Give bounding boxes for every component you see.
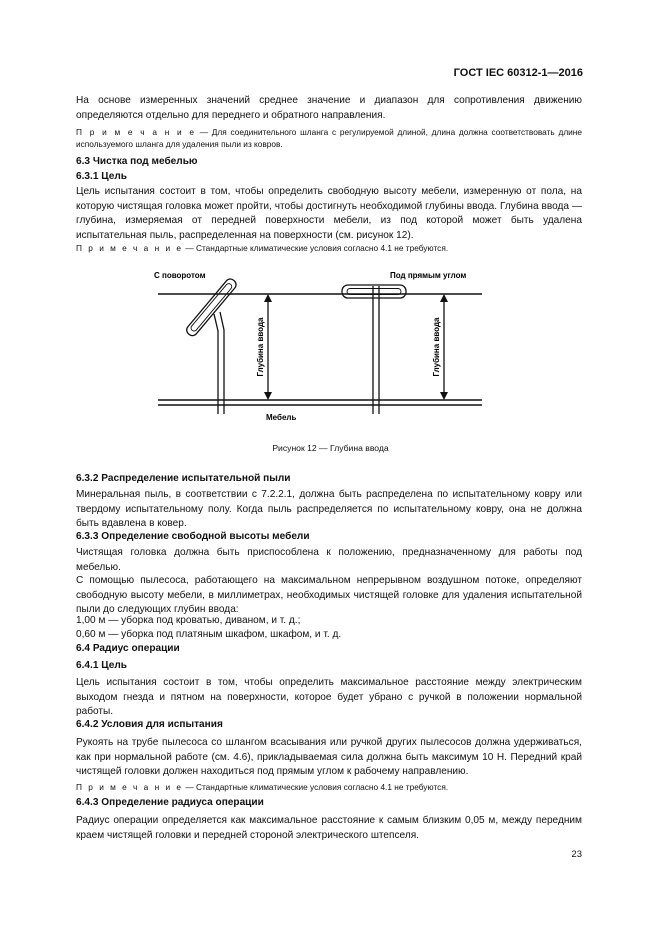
section-6-4-2-heading: 6.4.2 Условия для испытания — [76, 719, 223, 730]
note-climate-2 — [76, 781, 582, 793]
label-swivel: С поворотом — [154, 271, 206, 280]
depth-arrow-right — [440, 294, 448, 400]
note-climate-1 — [76, 242, 582, 254]
figure-insertion-depth — [150, 264, 490, 432]
paragraph-operation-radius-purpose: Цель испытания состоит в том, чтобы определить максимальное расстояние между электрическим выходом гнезда и пятном на поверхности, которое будет убрано с ручкой в положении нормальной работы. — [76, 677, 582, 717]
right-angle-nozzle-icon — [342, 285, 406, 414]
section-6-4-3-heading: 6.4.3 Определение радиуса операции — [76, 797, 264, 808]
page-number: 23 — [571, 849, 582, 860]
swivel-nozzle-icon — [185, 277, 238, 414]
paragraph-dust-distribution: Минеральная пыль, в соответствии с 7.2.2.1, должна быть распределена по испытательному ковру или твердому испытательному полу. Когда пыль распределяется по испытательному ковру, она не должна быть вдавлена в ковер. — [76, 489, 582, 529]
section-6-3-3-heading: 6.3.3 Определение свободной высоты мебели — [76, 531, 310, 542]
section-6-3-1-heading: 6.3.1 Цель — [76, 171, 127, 182]
section-6-3-2-heading: 6.3.2 Распределение испытательной пыли — [76, 473, 291, 484]
paragraph-determine-height: С помощью пылесоса, работающего на максимальном непрерывном воздушном потоке, определяют свободную высоту мебели, в миллиметрах, необходимых чистящей головке для удаления испытательной пыли до следующих глубин ввода: — [76, 575, 582, 615]
list-item-2: 0,60 м — уборка под платяным шкафом, шкафом, и т. д. — [76, 629, 342, 640]
list-item-1: 1,00 м — уборка под кроватью, диваном, и т. д.; — [76, 615, 301, 626]
figure-caption: Рисунок 12 — Глубина ввода — [272, 443, 389, 453]
note-label: П р и м е ч а н и е — [76, 127, 197, 137]
depth-label-right: Глубина ввода — [432, 317, 441, 377]
paragraph-radius-definition: Радиус операции определяется как максимальное расстояние к самым близким 0,05 м, между передним краем чистящей головки и передней стороной электрического штепселя. — [76, 815, 582, 841]
paragraph-test-conditions: Рукоять на трубе пылесоса со шлангом всасывания или ручкой других пылесосов должна удерживаться, как при нормальной работе (см. 4.6), прикладываемая сила должна быть максимум 10 Н. Передний край чистящей головки должен находиться под прямым углом к рабочему направлению. — [76, 737, 582, 777]
depth-label-left: Глубина ввода — [256, 317, 265, 377]
note-hose — [76, 126, 582, 150]
paragraph-purpose-furniture: Цель испытания состоит в том, чтобы определить свободную высоту мебели, измеренную от пола, на которую чистящая головка может пройти, чтобы достигнуть необходимой глубины ввода. Глубина ввода — глубина, измеряемая от передней поверхности мебели, из под которой может быть удалена испытательная пыль, распределенная на поверхности (см. рисунок 12). — [76, 186, 582, 241]
note-label: П р и м е ч а н и е — [76, 782, 184, 792]
document-header: ГОСТ IEC 60312-1—2016 — [453, 67, 583, 79]
section-6-4-heading: 6.4 Радиус операции — [76, 643, 180, 654]
paragraph-results — [76, 94, 582, 123]
paragraph-nozzle-adjust: Чистящая головка должна быть приспособлена к положению, предназначенному для работы под мебелью. — [76, 547, 582, 573]
note-text: — Стандартные климатические условия согласно 4.1 не требуются. — [183, 782, 449, 792]
note-text: — Для соединительного шланга с регулируемой длиной, длина должна соответствовать длине используемого шланга для удаления пыли из ковров. — [76, 127, 582, 149]
section-6-4-1-heading: 6.4.1 Цель — [76, 660, 127, 671]
label-furniture: Мебель — [266, 413, 297, 422]
depth-arrow-left — [264, 294, 272, 400]
note-label: П р и м е ч а н и е — [76, 243, 184, 253]
section-6-3-heading: 6.3 Чистка под мебелью — [76, 156, 198, 167]
note-text: — Стандартные климатические условия согласно 4.1 не требуются. — [183, 243, 449, 253]
label-right-angle: Под прямым углом — [390, 271, 467, 280]
paragraph-results-text: На основе измеренных значений среднее значение и диапазон для сопротивления движению определяются отдельно для переднего и обратного направления. — [76, 95, 582, 121]
